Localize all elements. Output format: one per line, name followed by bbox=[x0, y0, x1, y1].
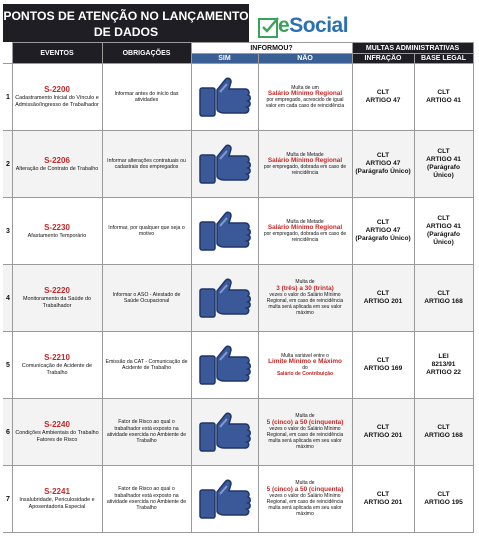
event-description: Insalubridade, Periculosidade e Aposentadoria Especial bbox=[19, 497, 95, 510]
legal-basis-cell: CLT ARTIGO 41 bbox=[414, 64, 473, 131]
obligation-cell: Informar, por qualquer que seja o motivo bbox=[102, 198, 191, 265]
penalty-cell: Multa de Metade Salário Mínimo Regional por empregado, dobrada em caso de reincidência bbox=[258, 198, 352, 265]
penalty-highlight: 5 (cinco) a 50 (cinquenta) bbox=[266, 485, 344, 493]
header-sim: SIM bbox=[191, 54, 258, 64]
logo-mark-icon bbox=[258, 16, 280, 38]
header-nao: NÃO bbox=[258, 54, 352, 64]
infraction-cell: CLT ARTIGO 201 bbox=[352, 466, 414, 533]
thumbs-up-icon bbox=[198, 277, 252, 319]
penalty-highlight: 3 (três) a 30 (trinta) bbox=[276, 284, 334, 292]
event-code: S-2200 bbox=[44, 85, 70, 95]
esocial-logo bbox=[258, 14, 348, 42]
event-cell bbox=[12, 198, 102, 265]
event-code: S-2206 bbox=[44, 155, 70, 165]
penalty-highlight-2: Salário de Contribuição bbox=[276, 371, 334, 378]
header-obrigacoes: OBRIGAÇÕES bbox=[102, 43, 191, 64]
infraction-cell: CLT ARTIGO 47 bbox=[352, 64, 414, 131]
penalty-highlight: Limite Mínimo e Máximo bbox=[268, 357, 342, 365]
penalty-cell: Multa de um Salário Mínimo Regional por empregado, acrescido de igual valor em cada caso de reincidência bbox=[258, 64, 352, 131]
event-description: Comunicação de Acidente de Trabalho bbox=[21, 363, 93, 376]
row-number: 4 bbox=[3, 265, 12, 332]
penalty-highlight: Salário Mínimo Regional bbox=[267, 156, 343, 164]
event-description: Afastamento Temporário bbox=[27, 232, 87, 239]
header-blank bbox=[3, 43, 12, 64]
obligation-cell: Informar antes do início das atividades bbox=[102, 64, 191, 131]
event-cell bbox=[12, 64, 102, 131]
event-code: S-2230 bbox=[44, 222, 70, 232]
table-row bbox=[3, 332, 473, 399]
thumbs-up-icon bbox=[198, 411, 252, 453]
event-description: Cadastramento Inicial do Vínculo e Admissão/Ingresso de Trabalhador bbox=[15, 95, 99, 108]
event-description: Monitoramento da Saúde do Trabalhador bbox=[22, 296, 92, 309]
event-cell bbox=[12, 399, 102, 466]
legal-basis-cell: CLT ARTIGO 168 bbox=[414, 265, 473, 332]
sim-cell bbox=[191, 332, 258, 399]
penalty-highlight: 5 (cinco) a 50 (cinquenta) bbox=[266, 418, 344, 426]
penalty-highlight: Salário Mínimo Regional bbox=[267, 89, 343, 97]
title-line-1: PONTOS DE ATENÇÃO NO LANÇAMENTO bbox=[3, 9, 249, 23]
table-body bbox=[3, 64, 473, 533]
penalty-highlight: Salário Mínimo Regional bbox=[267, 223, 343, 231]
obligation-cell: Fator de Risco ao qual o trabalhador está exposto na atividade exercida no Ambiente de Trabalho bbox=[102, 399, 191, 466]
obligation-cell: Informar o ASO - Atestado de Saúde Ocupacional bbox=[102, 265, 191, 332]
sim-cell bbox=[191, 64, 258, 131]
event-cell bbox=[12, 131, 102, 198]
event-cell bbox=[12, 265, 102, 332]
infraction-cell: CLT ARTIGO 201 bbox=[352, 399, 414, 466]
header-multas: MULTAS ADMINISTRATIVAS bbox=[352, 43, 473, 54]
penalty-cell: Multa de 5 (cinco) a 50 (cinquenta) vezes o valor do Salário Mínimo Regional, em caso de reincidência multa será aplicada em seu valor máximo bbox=[258, 399, 352, 466]
thumbs-up-icon bbox=[198, 76, 252, 118]
legal-basis-cell: LEI 8213/91 ARTIGO 22 bbox=[414, 332, 473, 399]
infraction-cell: CLT ARTIGO 47 (Parágrafo Único) bbox=[352, 198, 414, 265]
penalty-cell: Multa de 5 (cinco) a 50 (cinquenta) vezes o valor do Salário Mínimo Regional, em caso de reincidência multa será aplicada em seu valor máximo bbox=[258, 466, 352, 533]
table-row bbox=[3, 131, 473, 198]
thumbs-up-icon bbox=[198, 210, 252, 252]
sim-cell bbox=[191, 198, 258, 265]
event-code: S-2240 bbox=[44, 420, 70, 430]
table-row bbox=[3, 198, 473, 265]
event-description: Alteração de Contrato de Trabalho bbox=[15, 165, 99, 172]
legal-basis-cell: CLT ARTIGO 195 bbox=[414, 466, 473, 533]
obligation-cell: Emissão da CAT - Comunicação de Acidente de Trabalho bbox=[102, 332, 191, 399]
thumbs-up-icon bbox=[198, 478, 252, 520]
sim-cell bbox=[191, 466, 258, 533]
thumbs-up-icon bbox=[198, 344, 252, 386]
penalty-cell: Multa de Metade Salário Mínimo Regional por empregado, dobrada em caso de reincidência bbox=[258, 131, 352, 198]
legal-basis-cell: CLT ARTIGO 168 bbox=[414, 399, 473, 466]
title-line-2: DE DADOS bbox=[93, 25, 159, 39]
event-description: Condições Ambientais do Trabalho Fatores de Risco bbox=[15, 430, 99, 443]
event-code: S-2241 bbox=[44, 487, 70, 497]
header-infracao: INFRAÇÃO bbox=[352, 54, 414, 64]
penalty-cell: Multa de 3 (três) a 30 (trinta) vezes o valor do Salário Mínimo Regional, em caso de reincidência multa será aplicada em seu valor máximo bbox=[258, 265, 352, 332]
event-code: S-2210 bbox=[44, 353, 70, 363]
penalty-cell: Multa variável entre o Limite Mínimo e Máximo do Salário de Contribuição bbox=[258, 332, 352, 399]
logo-text: eSocial bbox=[278, 14, 349, 37]
obligations-table bbox=[3, 42, 474, 533]
obligation-cell: Fator de Risco ao qual o trabalhador está exposto na atividade exercida no Ambiente de Trabalho bbox=[102, 466, 191, 533]
page-title bbox=[3, 4, 249, 42]
row-number: 5 bbox=[3, 332, 12, 399]
row-number: 1 bbox=[3, 64, 12, 131]
event-code: S-2220 bbox=[44, 286, 70, 296]
table-row bbox=[3, 265, 473, 332]
event-cell bbox=[12, 466, 102, 533]
table-row bbox=[3, 64, 473, 131]
header-base-legal: BASE LEGAL bbox=[414, 54, 473, 64]
table-row bbox=[3, 399, 473, 466]
header-eventos: EVENTOS bbox=[12, 43, 102, 64]
sim-cell bbox=[191, 131, 258, 198]
sim-cell bbox=[191, 265, 258, 332]
obligation-cell: Informar alterações contratuais ou cadastrais dos empregados bbox=[102, 131, 191, 198]
row-number: 7 bbox=[3, 466, 12, 533]
row-number: 3 bbox=[3, 198, 12, 265]
table-row bbox=[3, 466, 473, 533]
header-informou: INFORMOU? bbox=[191, 43, 352, 54]
legal-basis-cell: CLT ARTIGO 41 (Parágrafo Único) bbox=[414, 131, 473, 198]
sim-cell bbox=[191, 399, 258, 466]
event-cell bbox=[12, 332, 102, 399]
thumbs-up-icon bbox=[198, 143, 252, 185]
row-number: 2 bbox=[3, 131, 12, 198]
infraction-cell: CLT ARTIGO 47 (Parágrafo Único) bbox=[352, 131, 414, 198]
infraction-cell: CLT ARTIGO 169 bbox=[352, 332, 414, 399]
infraction-cell: CLT ARTIGO 201 bbox=[352, 265, 414, 332]
row-number: 6 bbox=[3, 399, 12, 466]
legal-basis-cell: CLT ARTIGO 41 (Parágrafo Único) bbox=[414, 198, 473, 265]
